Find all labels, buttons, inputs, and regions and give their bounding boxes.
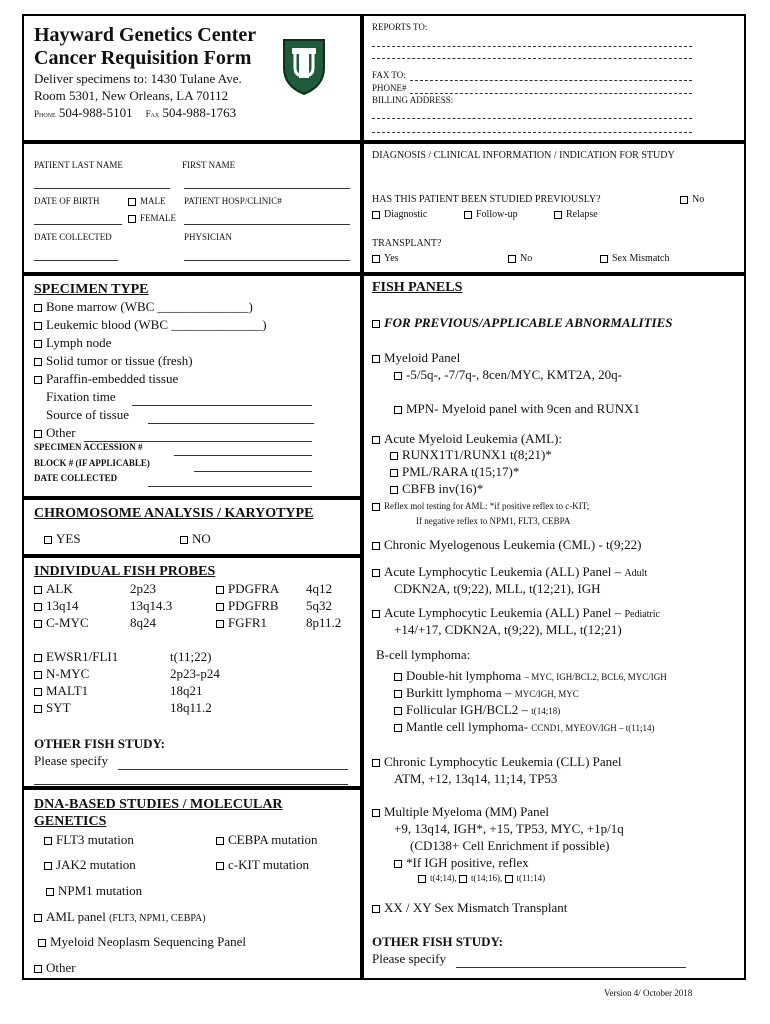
probe-fgfr1-checkbox[interactable]: [216, 620, 224, 628]
mm-checkbox[interactable]: [372, 809, 380, 817]
all-adult-option[interactable]: Acute Lymphocytic Leukemia (ALL) Panel – Adult: [372, 564, 647, 580]
chromosome-no-option[interactable]: NO: [180, 531, 211, 547]
t1114-checkbox[interactable]: [505, 875, 513, 883]
other-option[interactable]: Other: [34, 425, 76, 441]
reports-line-2[interactable]: [372, 58, 692, 59]
block-label: BLOCK # (IF APPLICABLE): [34, 458, 150, 468]
leukemic-checkbox[interactable]: [34, 322, 42, 330]
relapse-option[interactable]: Relapse: [554, 209, 598, 220]
mpn-option[interactable]: MPN- Myeloid panel with 9cen and RUNX1: [394, 401, 640, 417]
npm1-option[interactable]: NPM1 mutation: [46, 883, 142, 899]
mm-igh-checkbox[interactable]: [394, 860, 402, 868]
sex-mismatch-option[interactable]: Sex Mismatch: [600, 253, 670, 264]
ckit-option[interactable]: c-KIT mutation: [216, 857, 309, 873]
reflex-option[interactable]: Reflex mol testing for AML: *if positive reflex to c-KIT;: [372, 501, 589, 511]
xxxy-checkbox[interactable]: [372, 905, 380, 913]
fax-to-line[interactable]: [410, 80, 692, 81]
hosp-line[interactable]: [184, 224, 350, 225]
flt3-checkbox[interactable]: [44, 837, 52, 845]
form-title: Cancer Requisition Form: [34, 47, 252, 69]
mpn-checkbox[interactable]: [394, 406, 402, 414]
previous-option[interactable]: FOR PREVIOUS/APPLICABLE ABNORMALITIES: [372, 315, 672, 331]
cbfb-option[interactable]: CBFB inv(16)*: [390, 481, 483, 497]
specimen-title: SPECIMEN TYPE: [34, 282, 149, 297]
solid-option[interactable]: Solid tumor or tissue (fresh): [34, 353, 193, 369]
probe-cmyc-loc: 8q24: [130, 615, 156, 630]
leukemic-option[interactable]: Leukemic blood (WBC ______________): [34, 317, 267, 333]
org-name: Hayward Genetics Center: [34, 24, 257, 46]
chromosome-yes-option[interactable]: YES: [44, 531, 81, 547]
probe-cmyc-checkbox[interactable]: [34, 620, 42, 628]
burkitt-option[interactable]: Burkitt lymphoma – MYC/IGH, MYC: [394, 685, 579, 701]
follicular-option[interactable]: Follicular IGH/BCL2 – t(14;18): [394, 702, 560, 718]
reports-to-label: REPORTS TO:: [372, 22, 428, 32]
physician-label: PHYSICIAN: [184, 232, 233, 242]
dna-title-line1: DNA-BASED STUDIES / MOLECULAR GENETICS: [34, 797, 283, 829]
cebpa-option[interactable]: CEBPA mutation: [216, 832, 317, 848]
relapse-checkbox[interactable]: [554, 211, 562, 219]
bone-marrow-option[interactable]: Bone marrow (WBC ______________): [34, 299, 253, 315]
previous-checkbox[interactable]: [372, 320, 380, 328]
source-label: Source of tissue: [46, 407, 130, 422]
probe-ewsr1[interactable]: EWSR1/FLI1: [34, 649, 118, 665]
fixation-line[interactable]: [132, 405, 312, 406]
accession-label: SPECIMEN ACCESSION #: [34, 442, 143, 452]
studied-no-option[interactable]: No: [680, 194, 704, 205]
probe-ewsr1-loc: t(11;22): [170, 649, 212, 664]
mm-igh-option[interactable]: *If IGH positive, reflex: [394, 855, 529, 871]
mm-cd138: (CD138+ Cell Enrichment if possible): [410, 838, 610, 853]
dob-label: DATE OF BIRTH: [34, 196, 100, 206]
reports-line-1[interactable]: [372, 46, 692, 47]
cll-checkbox[interactable]: [372, 759, 380, 767]
double-hit-option[interactable]: Double-hit lymphoma – MYC, IGH/BCL2, BCL6, MYC/IGH: [394, 668, 667, 684]
other-checkbox[interactable]: [34, 430, 42, 438]
mm-detail: +9, 13q14, IGH*, +15, TP53, MYC, +1p/1q: [394, 821, 624, 836]
runx-option[interactable]: RUNX1T1/RUNX1 t(8;21)*: [390, 447, 552, 463]
header-box: [22, 14, 362, 142]
physician-line[interactable]: [184, 260, 350, 261]
first-name-label: FIRST NAME: [182, 160, 236, 170]
reflex-checkbox[interactable]: [372, 503, 380, 511]
aml-checkbox[interactable]: [372, 436, 380, 444]
female-option[interactable]: FEMALE: [128, 213, 176, 223]
chromosome-title: CHROMOSOME ANALYSIS / KARYOTYPE: [34, 506, 314, 521]
please-specify-right: Please specify: [372, 951, 447, 966]
source-line[interactable]: [148, 423, 314, 424]
aml-option[interactable]: Acute Myeloid Leukemia (AML):: [372, 431, 562, 447]
studied-question: HAS THIS PATIENT BEEN STUDIED PREVIOUSLY?: [372, 194, 601, 205]
lymph-option[interactable]: Lymph node: [34, 335, 111, 351]
double-hit-checkbox[interactable]: [394, 673, 402, 681]
myeloid-option[interactable]: Myeloid Panel: [372, 350, 460, 366]
diagnostic-option[interactable]: Diagnostic: [372, 209, 427, 220]
probe-pdgfrb[interactable]: PDGFRB: [216, 598, 279, 614]
npm1-checkbox[interactable]: [46, 888, 54, 896]
bone-marrow-checkbox[interactable]: [34, 304, 42, 312]
jak2-option[interactable]: JAK2 mutation: [44, 857, 136, 873]
deliver-address: Deliver specimens to: 1430 Tulane Ave.: [34, 71, 242, 86]
xxxy-option[interactable]: XX / XY Sex Mismatch Transplant: [372, 900, 567, 916]
t414-checkbox[interactable]: [418, 875, 426, 883]
phone-line[interactable]: [410, 93, 692, 94]
chromosome-no-checkbox[interactable]: [180, 536, 188, 544]
hosp-label: PATIENT HOSP/CLINIC#: [184, 196, 282, 206]
all-adult-detail: CDKN2A, t(9;22), MLL, t(12;21), IGH: [394, 581, 601, 596]
male-option[interactable]: MALE: [128, 196, 166, 206]
myeloid-seq-checkbox[interactable]: [38, 939, 46, 947]
fish-panels-title: FISH PANELS: [372, 280, 463, 295]
probe-nmyc-checkbox[interactable]: [34, 671, 42, 679]
patient-box: [22, 142, 362, 274]
myeloid-checkbox[interactable]: [372, 355, 380, 363]
transplant-yes-option[interactable]: Yes: [372, 253, 399, 264]
myeloid-detail-checkbox[interactable]: [394, 372, 402, 380]
dna-box: [22, 788, 362, 980]
other-fish-line-left-1[interactable]: [118, 769, 348, 770]
flt3-option[interactable]: FLT3 mutation: [44, 832, 134, 848]
please-specify-left: Please specify: [34, 753, 109, 768]
dob-line[interactable]: [34, 224, 122, 225]
phone-label: Phone: [34, 109, 56, 119]
probe-13q14-loc: 13q14.3: [130, 598, 173, 613]
transplant-no-checkbox[interactable]: [508, 255, 516, 263]
probe-alk-loc: 2p23: [130, 581, 156, 596]
probe-fgfr1[interactable]: FGFR1: [216, 615, 267, 631]
probe-pdgfra[interactable]: PDGFRA: [216, 581, 279, 597]
probe-malt1-checkbox[interactable]: [34, 688, 42, 696]
billing-label: BILLING ADDRESS:: [372, 95, 454, 105]
cml-checkbox[interactable]: [372, 542, 380, 550]
probe-pdgfrb-checkbox[interactable]: [216, 603, 224, 611]
probe-alk[interactable]: ALK: [34, 581, 73, 597]
chromosome-box: [22, 498, 362, 556]
cll-option[interactable]: Chronic Lymphocytic Leukemia (CLL) Panel: [372, 754, 622, 770]
probe-syt-checkbox[interactable]: [34, 705, 42, 713]
room-address: Room 5301, New Orleans, LA 70112: [34, 88, 229, 103]
last-name-label: PATIENT LAST NAME: [34, 160, 123, 170]
mm-option[interactable]: Multiple Myeloma (MM) Panel: [372, 804, 549, 820]
diagnosis-title: DIAGNOSIS / CLINICAL INFORMATION / INDICATION FOR STUDY: [372, 150, 675, 161]
dna-other-option[interactable]: Other: [34, 960, 76, 976]
last-name-line[interactable]: [34, 188, 170, 189]
mm-reflex-options: t(4;14), t(14;16), t(11;14): [418, 873, 545, 883]
sex-mismatch-checkbox[interactable]: [600, 255, 608, 263]
cll-detail: ATM, +12, 13q14, 11;14, TP53: [394, 771, 558, 786]
date-collected-label: DATE COLLECTED: [34, 232, 112, 242]
burkitt-checkbox[interactable]: [394, 690, 402, 698]
accession-line[interactable]: [174, 455, 312, 456]
diagnostic-checkbox[interactable]: [372, 211, 380, 219]
probe-ewsr1-checkbox[interactable]: [34, 654, 42, 662]
probe-syt[interactable]: SYT: [34, 700, 71, 716]
probe-malt1[interactable]: MALT1: [34, 683, 88, 699]
all-ped-detail: +14/+17, CDKN2A, t(9;22), MLL, t(12;21): [394, 622, 622, 637]
solid-checkbox[interactable]: [34, 358, 42, 366]
probe-pdgfra-loc: 4q12: [306, 581, 332, 596]
billing-line-1[interactable]: [372, 118, 692, 119]
cbfb-checkbox[interactable]: [390, 486, 398, 494]
all-ped-checkbox[interactable]: [372, 610, 380, 618]
specimen-box: [22, 274, 362, 498]
pml-option[interactable]: PML/RARA t(15;17)*: [390, 464, 519, 480]
studied-no-checkbox[interactable]: [680, 196, 688, 204]
date-collected-line[interactable]: [34, 260, 118, 261]
tulane-shield-logo: [282, 38, 326, 96]
probe-syt-loc: 18q11.2: [170, 700, 212, 715]
male-checkbox[interactable]: [128, 198, 136, 206]
phone-number: 504-988-5101: [58, 105, 133, 120]
phone-label-reports: PHONE#: [372, 83, 407, 93]
fax-to-label: FAX TO:: [372, 70, 406, 80]
probe-nmyc[interactable]: N-MYC: [34, 666, 89, 682]
female-checkbox[interactable]: [128, 215, 136, 223]
transplant-no-option[interactable]: No: [508, 253, 532, 264]
date-collected-specimen-line[interactable]: [148, 486, 312, 487]
pml-checkbox[interactable]: [390, 469, 398, 477]
paraffin-option[interactable]: Paraffin-embedded tissue: [34, 371, 178, 387]
fax-label: Fax: [145, 109, 160, 119]
cebpa-checkbox[interactable]: [216, 837, 224, 845]
myeloid-detail-option[interactable]: -5/5q-, -7/7q-, 8cen/MYC, KMT2A, 20q-: [394, 367, 622, 383]
ckit-checkbox[interactable]: [216, 862, 224, 870]
billing-line-2[interactable]: [372, 132, 692, 133]
probe-alk-checkbox[interactable]: [34, 586, 42, 594]
individual-fish-title: INDIVIDUAL FISH PROBES: [34, 564, 216, 579]
t1416-checkbox[interactable]: [459, 875, 467, 883]
block-line[interactable]: [194, 471, 312, 472]
phone-fax-line: [34, 105, 236, 121]
probe-nmyc-loc: 2p23-p24: [170, 666, 220, 681]
probe-pdgfra-checkbox[interactable]: [216, 586, 224, 594]
date-collected-specimen-label: DATE COLLECTED: [34, 473, 118, 483]
dna-other-checkbox[interactable]: [34, 965, 42, 973]
followup-checkbox[interactable]: [464, 211, 472, 219]
all-adult-checkbox[interactable]: [372, 569, 380, 577]
aml-panel-checkbox[interactable]: [34, 914, 42, 922]
probe-malt1-loc: 18q21: [170, 683, 203, 698]
reports-box: [362, 14, 746, 142]
individual-fish-box: [22, 556, 362, 788]
probe-cmyc[interactable]: C-MYC: [34, 615, 89, 631]
fixation-label: Fixation time: [46, 389, 116, 404]
probe-fgfr1-loc: 8p11.2: [306, 615, 342, 630]
followup-option[interactable]: Follow-up: [464, 209, 518, 220]
transplant-yes-checkbox[interactable]: [372, 255, 380, 263]
probe-pdgfrb-loc: 5q32: [306, 598, 332, 613]
runx-checkbox[interactable]: [390, 452, 398, 460]
transplant-question: TRANSPLANT?: [372, 238, 442, 249]
probe-13q14[interactable]: 13q14: [34, 598, 79, 614]
other-fish-title-right: OTHER FISH STUDY:: [372, 934, 503, 949]
aml-panel-option[interactable]: AML panel (FLT3, NPM1, CEBPA): [34, 909, 206, 925]
bcell-label: B-cell lymphoma:: [376, 647, 471, 662]
follicular-checkbox[interactable]: [394, 707, 402, 715]
paraffin-checkbox[interactable]: [34, 376, 42, 384]
version-footer: Version 4/ October 2018: [604, 988, 693, 998]
fish-panels-box: [362, 274, 746, 980]
chromosome-yes-checkbox[interactable]: [44, 536, 52, 544]
mantle-option[interactable]: Mantle cell lymphoma- CCND1, MYEOV/IGH – t(11;14): [394, 719, 654, 735]
lymph-checkbox[interactable]: [34, 340, 42, 348]
probe-13q14-checkbox[interactable]: [34, 603, 42, 611]
jak2-checkbox[interactable]: [44, 862, 52, 870]
reflex-note: If negative reflex to NPM1, FLT3, CEBPA: [416, 516, 571, 526]
other-fish-line-left-2[interactable]: [34, 784, 348, 785]
myeloid-seq-option[interactable]: Myeloid Neoplasm Sequencing Panel: [38, 934, 246, 950]
diagnosis-box: [362, 142, 746, 274]
first-name-line[interactable]: [184, 188, 350, 189]
fax-number: 504-988-1763: [162, 105, 237, 120]
all-ped-option[interactable]: Acute Lymphocytic Leukemia (ALL) Panel – Pediatric: [372, 605, 660, 621]
cml-option[interactable]: Chronic Myelogenous Leukemia (CML) - t(9;22): [372, 537, 641, 553]
mantle-checkbox[interactable]: [394, 724, 402, 732]
other-fish-title-left: OTHER FISH STUDY:: [34, 736, 165, 751]
other-fish-line-right[interactable]: [456, 967, 686, 968]
